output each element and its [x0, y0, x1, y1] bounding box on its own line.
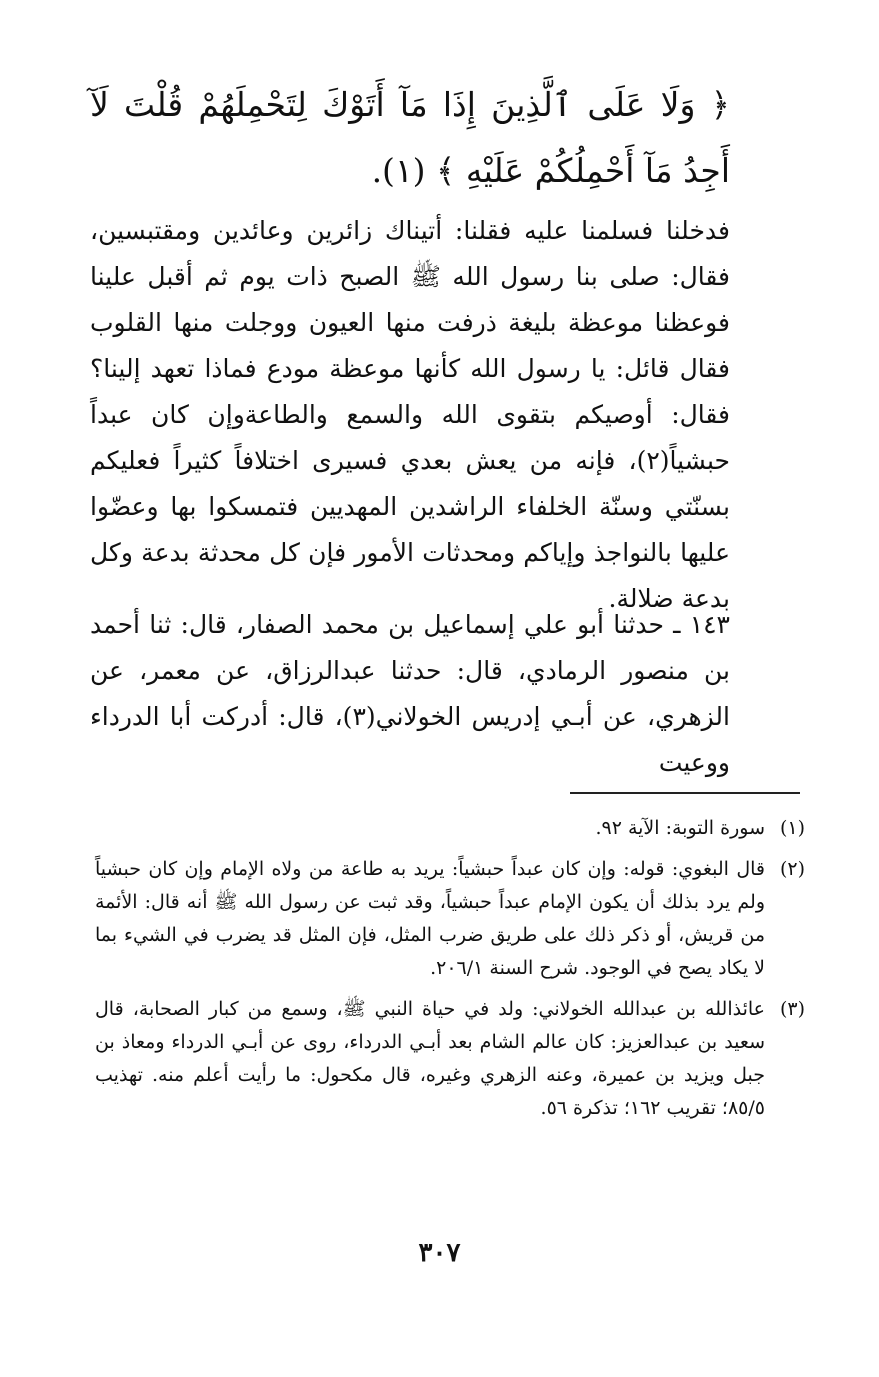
- verse-footnote-ref: (١).: [371, 151, 426, 190]
- footnotes: [95, 812, 805, 1133]
- footnote-text: قال البغوي: قوله: وإن كان عبداً حبشياً: يريد به طاعة من ولاه الإمام وإن كان حبشياً ولم يرد بذلك أن يكون الإمام عبداً حبشياً، وقد ثبت عن رسول الله ﷺ أنه قال: الأئمة من قريش، أو ذكر ذلك على طريق ضرب المثل، فإن المثل قد يضرب في الشيء بما لا يكاد يصح في الوجود. شرح السنة ٢٠٦/١.: [95, 858, 765, 979]
- footnote: [95, 993, 805, 1125]
- hadith-143-paragraph: ١٤٣ ـ حدثنا أبو علي إسماعيل بن محمد الصفار، قال: ثنا أحمد بن منصور الرمادي، قال: حدثنا عبدالرزاق، عن معمر، عن الزهري، عن أبـي إدريس الخولاني(٣)، قال: أدركت أبا الدرداء ووعيت: [90, 610, 730, 777]
- footnote-divider: [570, 792, 800, 794]
- verse-text: ﴿ وَلَا عَلَى ٱلَّذِينَ إِذَا مَآ أَتَوْكَ لِتَحْمِلَهُمْ قُلْتَ لَآ أَجِدُ مَآ أَحْمِلُكُمْ عَلَيْهِ ﴾: [90, 85, 730, 190]
- footnote-text: عائذالله بن عبدالله الخولاني: ولد في حياة النبي ﷺ، وسمع من كبار الصحابة، قال سعيد بن عبدالعزيز: كان عالم الشام بعد أبـي الدرداء، روى عن أبـي الدرداء ومعاذ بن جبل ويزيد بن عميرة، وعنه الزهري وغيره، قال مكحول: ما رأيت أعلم منه. تهذيب ٨٥/٥؛ تقريب ١٦٢؛ تذكرة ٥٦.: [95, 998, 765, 1119]
- footnote-number: (٢): [779, 858, 805, 880]
- quran-verse: [90, 72, 730, 204]
- footnote-number: (٣): [779, 998, 805, 1020]
- hadith-paragraph: فدخلنا فسلمنا عليه فقلنا: أتيناك زائرين وعائدين ومقتبسين، فقال: صلى بنا رسول الله ﷺ الصبح ذات يوم ثم أقبل علينا فوعظنا موعظة بليغة ذرفت منها العيون ووجلت منها القلوب فقال قائل: يا رسول الله كأنها موعظة مودع فماذا تعهد إلينا؟ فقال: أوصيكم بتقوى الله والسمع والطاعةوإن كان عبداً حبشياً(٢)، فإنه من يعش بعدي فسيرى اختلافاً كثيراً فعليكم بسنّتي وسنّة الخلفاء الراشدين المهديين فتمسكوا بها وعضّوا عليها بالنواجذ وإياكم ومحدثات الأمور فإن كل محدثة بدعة وكل بدعة ضلالة.: [90, 216, 730, 613]
- footnote-text: سورة التوبة: الآية ٩٢.: [595, 817, 765, 839]
- footnote: [95, 812, 805, 845]
- footnote: [95, 853, 805, 985]
- footnote-number: (١): [779, 817, 805, 839]
- page-number: ٣٠٧: [418, 1238, 461, 1268]
